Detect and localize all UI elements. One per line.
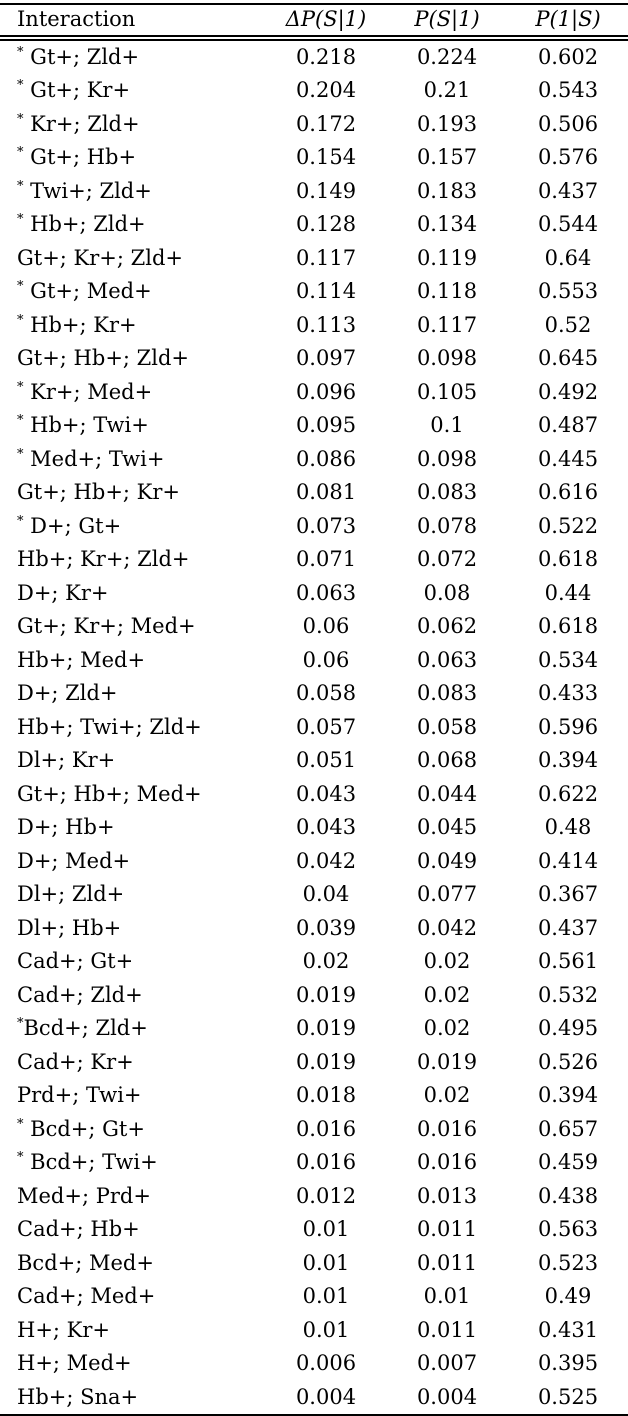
- header-interaction: Interaction: [17, 7, 136, 31]
- interaction-cell: [0, 1113, 266, 1147]
- table-row: [0, 711, 628, 745]
- interaction-label: Gt+; Zld+: [23, 44, 140, 69]
- header-p-s-given-1: P(S|1): [414, 7, 480, 31]
- interaction-cell: [0, 1213, 266, 1247]
- interaction-label: Twi+; Zld+: [23, 178, 152, 203]
- significance-star: *: [17, 513, 24, 529]
- table-row: [0, 1247, 628, 1281]
- table-row: [0, 778, 628, 812]
- interaction-label: Cad+; Gt+: [17, 949, 134, 973]
- p-1-given-s-cell: 0.394: [537, 1083, 599, 1107]
- p-1-given-s-cell: 0.622: [537, 781, 599, 806]
- delta-p-cell: 0.128: [295, 212, 357, 236]
- significance-star: *: [17, 312, 24, 328]
- p-s-given-1-cell: 0.072: [416, 547, 478, 571]
- interaction-label: Cad+; Zld+: [17, 982, 143, 1007]
- delta-p-cell: 0.057: [295, 714, 357, 739]
- table-row: [0, 1180, 628, 1214]
- p-1-given-s-cell: 0.645: [537, 346, 599, 370]
- interaction-label: H+; Med+: [17, 1351, 132, 1375]
- interaction-label: Bcd+; Gt+: [23, 1116, 145, 1141]
- p-1-given-s-cell: 0.602: [537, 44, 599, 69]
- interaction-cell: [0, 543, 266, 577]
- interaction-cell: [0, 309, 266, 343]
- table-row: [0, 443, 628, 477]
- delta-p-cell: 0.149: [295, 178, 357, 203]
- delta-p-cell: 0.154: [295, 145, 357, 169]
- delta-p-cell: 0.06: [302, 647, 350, 672]
- p-s-given-1-cell: 0.083: [416, 681, 478, 705]
- table-row: [0, 811, 628, 845]
- delta-p-cell: 0.016: [295, 1150, 357, 1174]
- p-s-given-1-cell: 0.062: [416, 614, 478, 638]
- table-row: [0, 175, 628, 209]
- interaction-label: Bcd+; Med+: [17, 1250, 154, 1275]
- interaction-cell: [0, 1180, 266, 1214]
- interaction-cell: [0, 376, 266, 410]
- table-row: [0, 677, 628, 711]
- p-s-given-1-cell: 0.119: [416, 245, 478, 270]
- delta-p-cell: 0.058: [295, 681, 357, 705]
- p-1-given-s-cell: 0.596: [537, 714, 599, 739]
- p-1-given-s-cell: 0.523: [537, 1250, 599, 1275]
- interaction-label: Kr+; Med+: [23, 379, 153, 404]
- delta-p-cell: 0.02: [302, 949, 350, 973]
- interaction-label: Gt+; Kr+; Med+: [17, 614, 196, 638]
- interaction-cell: [0, 912, 266, 946]
- table-row: [0, 342, 628, 376]
- p-1-given-s-cell: 0.657: [537, 1116, 599, 1141]
- interaction-label: Hb+; Kr+; Zld+: [17, 547, 190, 571]
- p-1-given-s-cell: 0.64: [544, 245, 592, 270]
- delta-p-cell: 0.218: [295, 44, 357, 69]
- interaction-cell: [0, 878, 266, 912]
- p-s-given-1-cell: 0.004: [416, 1384, 478, 1409]
- p-1-given-s-cell: 0.459: [537, 1150, 599, 1174]
- p-s-given-1-cell: 0.098: [416, 346, 478, 370]
- delta-p-cell: 0.095: [295, 413, 357, 437]
- p-1-given-s-cell: 0.48: [544, 815, 592, 839]
- table-row: [0, 912, 628, 946]
- p-1-given-s-cell: 0.522: [537, 513, 599, 538]
- interaction-cell: [0, 1012, 266, 1046]
- delta-p-cell: 0.081: [295, 480, 357, 504]
- table-row: [0, 1347, 628, 1381]
- delta-p-cell: 0.073: [295, 513, 357, 538]
- delta-p-cell: 0.018: [295, 1083, 357, 1107]
- table-row: [0, 577, 628, 611]
- table-row: [0, 543, 628, 577]
- table-row: [0, 242, 628, 276]
- interaction-cell: [0, 41, 266, 75]
- delta-p-cell: 0.019: [295, 1016, 357, 1040]
- significance-star: *: [17, 212, 24, 227]
- delta-p-cell: 0.016: [295, 1116, 357, 1141]
- p-1-given-s-cell: 0.553: [537, 279, 599, 303]
- delta-p-cell: 0.097: [295, 346, 357, 370]
- p-1-given-s-cell: 0.534: [537, 647, 599, 672]
- interaction-cell: [0, 1046, 266, 1080]
- table-row: [0, 878, 628, 912]
- significance-star: *: [17, 379, 24, 395]
- header-delta-p-s-given-1: ΔP(S|1): [285, 7, 367, 31]
- significance-star: *: [17, 413, 24, 428]
- table-row: [0, 1113, 628, 1147]
- delta-p-cell: 0.086: [295, 446, 357, 471]
- delta-p-cell: 0.096: [295, 379, 357, 404]
- interaction-cell: [0, 1146, 266, 1180]
- delta-p-cell: 0.019: [295, 1049, 357, 1074]
- p-s-given-1-cell: 0.045: [416, 815, 478, 839]
- interaction-label: Prd+; Twi+: [17, 1083, 142, 1107]
- p-1-given-s-cell: 0.543: [537, 78, 599, 102]
- table-row: [0, 275, 628, 309]
- p-1-given-s-cell: 0.394: [537, 748, 599, 772]
- p-1-given-s-cell: 0.506: [537, 111, 599, 136]
- interaction-label: Gt+; Kr+: [23, 78, 131, 102]
- significance-star: *: [17, 178, 24, 194]
- p-s-given-1-cell: 0.011: [416, 1317, 478, 1342]
- interaction-cell: [0, 811, 266, 845]
- table-row: [0, 476, 628, 510]
- interaction-label: Bcd+; Twi+: [23, 1150, 158, 1174]
- delta-p-cell: 0.06: [302, 614, 350, 638]
- interaction-cell: [0, 610, 266, 644]
- p-1-given-s-cell: 0.395: [537, 1351, 599, 1375]
- interaction-cell: [0, 1347, 266, 1381]
- table-row: [0, 1314, 628, 1348]
- interaction-cell: [0, 74, 266, 108]
- interaction-label: Gt+; Kr+; Zld+: [17, 245, 183, 270]
- interaction-label: Hb+; Med+: [17, 647, 146, 672]
- delta-p-cell: 0.01: [302, 1217, 350, 1241]
- p-s-given-1-cell: 0.105: [416, 379, 478, 404]
- p-s-given-1-cell: 0.078: [416, 513, 478, 538]
- delta-p-cell: 0.043: [295, 781, 357, 806]
- delta-p-cell: 0.04: [302, 882, 350, 906]
- significance-star: *: [17, 1016, 24, 1031]
- interaction-label: Dl+; Zld+: [17, 882, 125, 906]
- p-1-given-s-cell: 0.431: [537, 1317, 599, 1342]
- p-s-given-1-cell: 0.058: [416, 714, 478, 739]
- p-s-given-1-cell: 0.134: [416, 212, 478, 236]
- delta-p-cell: 0.117: [295, 245, 357, 270]
- p-1-given-s-cell: 0.437: [537, 915, 599, 940]
- interaction-label: Bcd+; Zld+: [23, 1016, 148, 1040]
- p-1-given-s-cell: 0.487: [537, 413, 599, 437]
- p-1-given-s-cell: 0.576: [537, 145, 599, 169]
- delta-p-cell: 0.113: [295, 312, 357, 337]
- significance-star: *: [17, 279, 24, 294]
- p-1-given-s-cell: 0.526: [537, 1049, 599, 1074]
- p-s-given-1-cell: 0.193: [416, 111, 478, 136]
- delta-p-cell: 0.01: [302, 1250, 350, 1275]
- table-row: [0, 74, 628, 108]
- table-row: [0, 1213, 628, 1247]
- table-row: [0, 945, 628, 979]
- significance-star: *: [17, 446, 24, 462]
- interaction-cell: [0, 845, 266, 879]
- p-s-given-1-cell: 0.013: [416, 1183, 478, 1208]
- interaction-label: D+; Kr+: [17, 580, 109, 605]
- p-1-given-s-cell: 0.618: [537, 614, 599, 638]
- delta-p-cell: 0.004: [295, 1384, 357, 1409]
- delta-p-cell: 0.039: [295, 915, 357, 940]
- header-rule-upper: [0, 35, 628, 37]
- table-row: [0, 41, 628, 75]
- interaction-label: Dl+; Hb+: [17, 915, 122, 940]
- interaction-label: Med+; Prd+: [17, 1183, 151, 1208]
- p-s-given-1-cell: 0.011: [416, 1250, 478, 1275]
- p-s-given-1-cell: 0.049: [416, 848, 478, 873]
- interaction-cell: [0, 108, 266, 142]
- table-body: [0, 41, 628, 1415]
- delta-p-cell: 0.01: [302, 1317, 350, 1342]
- delta-p-cell: 0.042: [295, 848, 357, 873]
- significance-star: *: [17, 44, 24, 60]
- table-row: [0, 309, 628, 343]
- p-1-given-s-cell: 0.532: [537, 982, 599, 1007]
- interaction-cell: [0, 208, 266, 242]
- interaction-label: D+; Zld+: [17, 681, 118, 705]
- interaction-cell: [0, 443, 266, 477]
- table-row: [0, 1012, 628, 1046]
- p-s-given-1-cell: 0.077: [416, 882, 478, 906]
- table-row: [0, 409, 628, 443]
- interaction-cell: [0, 342, 266, 376]
- interaction-cell: [0, 1079, 266, 1113]
- significance-star: *: [17, 111, 24, 127]
- interaction-cell: [0, 1381, 266, 1415]
- interaction-cell: [0, 141, 266, 175]
- delta-p-cell: 0.019: [295, 982, 357, 1007]
- p-1-given-s-cell: 0.433: [537, 681, 599, 705]
- p-s-given-1-cell: 0.01: [423, 1284, 471, 1308]
- p-s-given-1-cell: 0.02: [423, 1083, 471, 1107]
- p-1-given-s-cell: 0.49: [544, 1284, 592, 1308]
- interaction-label: Cad+; Med+: [17, 1284, 156, 1308]
- p-1-given-s-cell: 0.445: [537, 446, 599, 471]
- delta-p-cell: 0.204: [295, 78, 357, 102]
- table-row: [0, 644, 628, 678]
- interaction-label: Cad+; Kr+: [17, 1049, 134, 1074]
- significance-star: *: [17, 1150, 24, 1165]
- p-s-given-1-cell: 0.02: [423, 982, 471, 1007]
- table-row: [0, 376, 628, 410]
- delta-p-cell: 0.071: [295, 547, 357, 571]
- interaction-label: D+; Hb+: [17, 815, 115, 839]
- p-1-given-s-cell: 0.438: [537, 1183, 599, 1208]
- bottom-rule: [0, 1414, 628, 1416]
- p-1-given-s-cell: 0.618: [537, 547, 599, 571]
- p-1-given-s-cell: 0.525: [537, 1384, 599, 1409]
- p-s-given-1-cell: 0.042: [416, 915, 478, 940]
- table-row: [0, 510, 628, 544]
- interaction-cell: [0, 577, 266, 611]
- p-s-given-1-cell: 0.157: [416, 145, 478, 169]
- delta-p-cell: 0.114: [295, 279, 357, 303]
- table-row: [0, 208, 628, 242]
- p-s-given-1-cell: 0.02: [423, 1016, 471, 1040]
- interaction-label: Hb+; Kr+: [23, 312, 137, 337]
- interaction-label: Hb+; Zld+: [23, 212, 146, 236]
- interaction-cell: [0, 175, 266, 209]
- interaction-cell: [0, 778, 266, 812]
- p-s-given-1-cell: 0.016: [416, 1116, 478, 1141]
- p-1-given-s-cell: 0.561: [537, 949, 599, 973]
- p-1-given-s-cell: 0.495: [537, 1016, 599, 1040]
- p-s-given-1-cell: 0.044: [416, 781, 478, 806]
- delta-p-cell: 0.063: [295, 580, 357, 605]
- p-s-given-1-cell: 0.098: [416, 446, 478, 471]
- interaction-cell: [0, 476, 266, 510]
- interaction-label: D+; Med+: [17, 848, 131, 873]
- interaction-cell: [0, 409, 266, 443]
- interaction-label: Hb+; Sna+: [17, 1384, 139, 1409]
- interaction-cell: [0, 744, 266, 778]
- p-1-given-s-cell: 0.437: [537, 178, 599, 203]
- delta-p-cell: 0.01: [302, 1284, 350, 1308]
- interaction-label: D+; Gt+: [23, 513, 122, 538]
- interaction-cell: [0, 510, 266, 544]
- interaction-label: Gt+; Hb+: [23, 145, 137, 169]
- p-s-given-1-cell: 0.183: [416, 178, 478, 203]
- interaction-label: Med+; Twi+: [23, 446, 165, 471]
- p-s-given-1-cell: 0.224: [416, 44, 478, 69]
- p-s-given-1-cell: 0.011: [416, 1217, 478, 1241]
- interaction-cell: [0, 1247, 266, 1281]
- interaction-cell: [0, 275, 266, 309]
- table-row: [0, 845, 628, 879]
- table-row: [0, 141, 628, 175]
- significance-star: *: [17, 145, 24, 160]
- interaction-cell: [0, 945, 266, 979]
- p-1-given-s-cell: 0.52: [544, 312, 592, 337]
- header-p-1-given-s: P(1|S): [535, 7, 601, 31]
- table-row: [0, 744, 628, 778]
- interaction-label: Hb+; Twi+: [23, 413, 149, 437]
- significance-star: *: [17, 78, 24, 93]
- interaction-cell: [0, 242, 266, 276]
- p-s-given-1-cell: 0.118: [416, 279, 478, 303]
- p-1-given-s-cell: 0.414: [537, 848, 599, 873]
- interaction-label: Dl+; Kr+: [17, 748, 116, 772]
- delta-p-cell: 0.043: [295, 815, 357, 839]
- table-row: [0, 1079, 628, 1113]
- interaction-label: Gt+; Hb+; Kr+: [17, 480, 180, 504]
- p-s-given-1-cell: 0.083: [416, 480, 478, 504]
- interaction-cell: [0, 1314, 266, 1348]
- p-s-given-1-cell: 0.063: [416, 647, 478, 672]
- p-s-given-1-cell: 0.019: [416, 1049, 478, 1074]
- p-s-given-1-cell: 0.02: [423, 949, 471, 973]
- interaction-cell: [0, 1280, 266, 1314]
- table-row: [0, 1381, 628, 1415]
- p-s-given-1-cell: 0.007: [416, 1351, 478, 1375]
- interaction-label: Cad+; Hb+: [17, 1217, 140, 1241]
- p-1-given-s-cell: 0.544: [537, 212, 599, 236]
- interaction-cell: [0, 677, 266, 711]
- table-row: [0, 610, 628, 644]
- p-1-given-s-cell: 0.563: [537, 1217, 599, 1241]
- delta-p-cell: 0.006: [295, 1351, 357, 1375]
- table-row: [0, 1046, 628, 1080]
- p-s-given-1-cell: 0.21: [423, 78, 471, 102]
- p-s-given-1-cell: 0.016: [416, 1150, 478, 1174]
- p-s-given-1-cell: 0.117: [416, 312, 478, 337]
- interaction-cell: [0, 979, 266, 1013]
- p-s-given-1-cell: 0.1: [430, 413, 464, 437]
- p-1-given-s-cell: 0.616: [537, 480, 599, 504]
- table-row: [0, 108, 628, 142]
- interaction-label: Gt+; Hb+; Med+: [17, 781, 202, 806]
- header-row: [0, 5, 628, 34]
- p-1-given-s-cell: 0.44: [544, 580, 592, 605]
- interaction-label: Kr+; Zld+: [23, 111, 140, 136]
- delta-p-cell: 0.051: [295, 748, 357, 772]
- table-row: [0, 1146, 628, 1180]
- significance-star: *: [17, 1116, 24, 1132]
- interaction-cell: [0, 644, 266, 678]
- delta-p-cell: 0.172: [295, 111, 357, 136]
- interaction-label: H+; Kr+: [17, 1317, 110, 1342]
- interaction-cell: [0, 711, 266, 745]
- table-row: [0, 979, 628, 1013]
- interaction-label: Hb+; Twi+; Zld+: [17, 714, 202, 739]
- p-1-given-s-cell: 0.492: [537, 379, 599, 404]
- interaction-label: Gt+; Hb+; Zld+: [17, 346, 190, 370]
- table-row: [0, 1280, 628, 1314]
- interaction-label: Gt+; Med+: [23, 279, 152, 303]
- delta-p-cell: 0.012: [295, 1183, 357, 1208]
- p-s-given-1-cell: 0.068: [416, 748, 478, 772]
- p-s-given-1-cell: 0.08: [423, 580, 471, 605]
- p-1-given-s-cell: 0.367: [537, 882, 599, 906]
